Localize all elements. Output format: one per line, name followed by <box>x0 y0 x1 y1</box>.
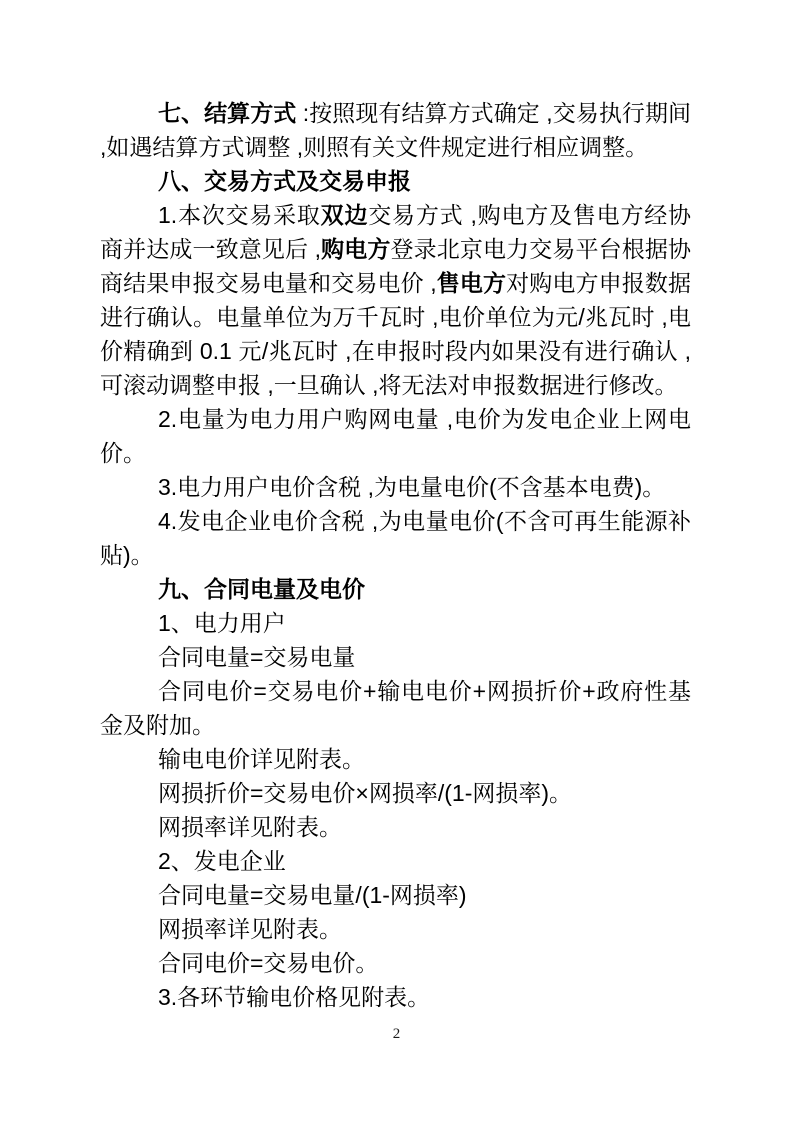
paragraph <box>100 470 691 504</box>
paragraph <box>100 776 691 810</box>
text-run: 2、发电企业 <box>158 848 286 874</box>
paragraph <box>100 946 691 980</box>
paragraph <box>100 504 691 572</box>
section-heading <box>100 572 691 606</box>
paragraph <box>100 96 691 164</box>
text-run: 3.各环节输电价格见附表。 <box>158 984 431 1010</box>
text-run: 网损率详见附表。 <box>158 814 342 840</box>
paragraph <box>100 844 691 878</box>
paragraph <box>100 980 691 1014</box>
page-number: 2 <box>392 1026 401 1042</box>
document-body <box>100 96 691 1014</box>
text-run: 合同电价=交易电价。 <box>158 950 379 976</box>
bold-text-run: 购电方 <box>321 236 391 262</box>
bold-text-run: 七、结算方式 <box>158 100 297 126</box>
text-run: 对购电方申报数据进行确认。电量单位为万千瓦时 ,电价单位为元/兆瓦时 ,电价精确到 0.1 元/兆瓦时 ,在申报时段内如果没有进行确认 ,可滚动调整申报 ,一旦确认 ,将无法对申报数据进行修改。 <box>100 270 692 398</box>
bold-text-run: 九、合同电量及电价 <box>158 576 365 602</box>
text-run: 网损折价=交易电价×网损率/(1-网损率)。 <box>158 780 573 806</box>
text-run: 3.电力用户电价含税 ,为电量电价(不含基本电费)。 <box>158 474 666 500</box>
paragraph <box>100 402 691 470</box>
text-run: 合同电价=交易电价+输电电价+网损折价+政府性基金及附加。 <box>100 678 691 738</box>
paragraph <box>100 640 691 674</box>
bold-text-run: 双边 <box>320 202 369 228</box>
section-heading <box>100 164 691 198</box>
paragraph <box>100 810 691 844</box>
text-run: 1、电力用户 <box>158 610 286 636</box>
text-run: 2.电量为电力用户购网电量 ,电价为发电企业上网电价。 <box>100 406 691 466</box>
paragraph <box>100 912 691 946</box>
bold-text-run: 八、交易方式及交易申报 <box>158 168 411 194</box>
text-run: :按照现有结算方式确定 ,交易执行期间 ,如遇结算方式调整 ,则照有关文件规定进行相应调整。 <box>100 100 692 160</box>
text-run: 4.发电企业电价含税 ,为电量电价(不含可再生能源补贴)。 <box>100 508 691 568</box>
text-run: 输电电价详见附表。 <box>158 746 365 772</box>
text-run: 交易方式 ,购电方及售电方经协商并达成一致意见后 , <box>100 202 692 262</box>
text-run: 合同电量=交易电量/(1-网损率) <box>158 882 467 908</box>
text-run: 合同电量=交易电量 <box>158 644 356 670</box>
paragraph <box>100 198 691 402</box>
text-run: 网损率详见附表。 <box>158 916 342 942</box>
paragraph <box>100 742 691 776</box>
text-run: 1.本次交易采取 <box>158 202 321 228</box>
paragraph <box>100 878 691 912</box>
paragraph <box>100 606 691 640</box>
bold-text-run: 售电方 <box>436 270 507 296</box>
paragraph <box>100 674 691 742</box>
text-run: 登录北京电力交易平台根据协商结果申报交易电量和交易电价 , <box>100 236 692 296</box>
